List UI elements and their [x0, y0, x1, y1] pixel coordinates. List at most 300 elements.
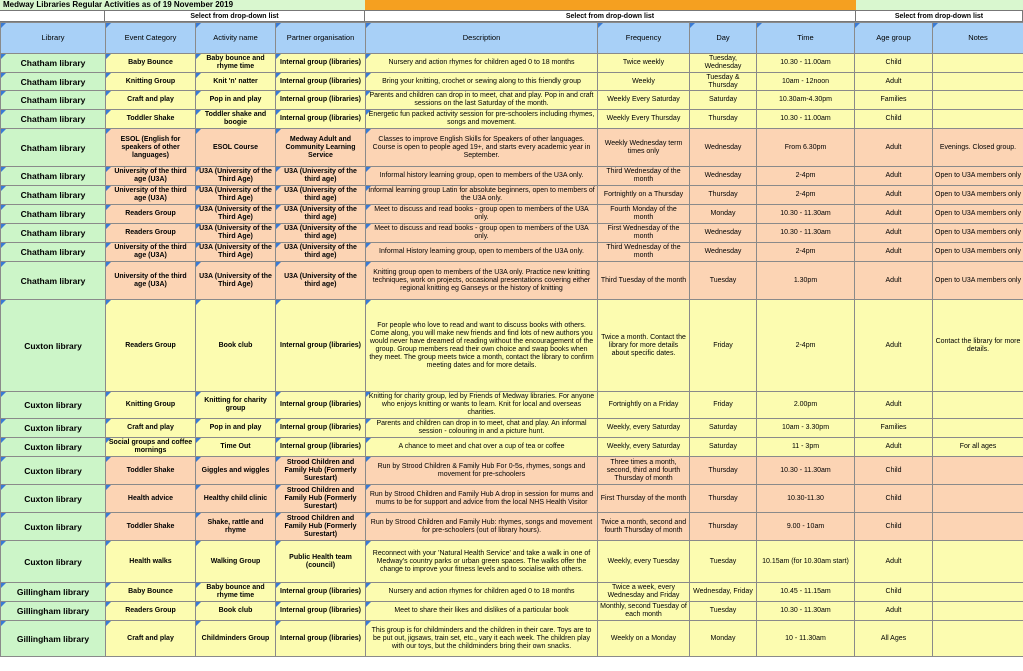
cell-description[interactable]: Informal history learning group, open to members of the U3A only. — [366, 167, 598, 186]
cell-description[interactable]: This group is for childminders and the children in their care. Toys are to be put out, jigsaws, train set, etc., vary it each week. The children play with our toys, but the childminders bring their own snacks. — [366, 621, 598, 657]
cell-time[interactable]: From 6.30pm — [757, 129, 855, 167]
cell-library[interactable]: Cuxton library — [1, 438, 106, 457]
cell-description[interactable]: Informal learning group Latin for absolute beginners, open to members of the U3A only. — [366, 186, 598, 205]
cell-notes[interactable] — [933, 485, 1023, 513]
column-header-notes[interactable]: Notes — [933, 23, 1023, 54]
cell-description[interactable]: For people who love to read and want to discuss books with others. Come along, you will make new friends and find lots of new authors you would never have dreamed of reading without the encouragement of the group. Group members read their own choice and swap books when they meet. The group meets twice a month, contact the library to confirm meeting dates and for more details. — [366, 300, 598, 392]
cell-activity[interactable]: Giggles and wiggles — [196, 457, 276, 485]
cell-description[interactable]: Meet to share their likes and dislikes of a particular book — [366, 602, 598, 621]
cell-activity[interactable]: Book club — [196, 300, 276, 392]
cell-category[interactable]: Toddler Shake — [106, 457, 196, 485]
comment-marker-icon — [1, 91, 6, 96]
comment-marker-icon — [106, 513, 111, 518]
cell-frequency[interactable]: Twice weekly — [598, 54, 690, 73]
comment-marker-icon — [366, 54, 371, 59]
cell-frequency[interactable]: Third Wednesday of the month — [598, 167, 690, 186]
cell-library[interactable]: Chatham library — [1, 129, 106, 167]
cell-category[interactable]: University of the third age (U3A) — [106, 262, 196, 300]
cell-age[interactable]: Adult — [855, 186, 933, 205]
select-cell[interactable]: Select from drop-down list — [856, 11, 1023, 22]
comment-marker-icon — [933, 23, 938, 28]
comment-marker-icon — [276, 23, 281, 28]
cell-activity[interactable]: ESOL Course — [196, 129, 276, 167]
cell-age[interactable]: Adult — [855, 262, 933, 300]
cell-category[interactable]: Craft and play — [106, 621, 196, 657]
cell-day[interactable]: Thursday — [690, 485, 757, 513]
cell-activity[interactable]: U3A (University of the Third Age) — [196, 224, 276, 243]
cell-partner[interactable]: U3A (University of the third age) — [276, 224, 366, 243]
cell-category[interactable]: Craft and play — [106, 419, 196, 438]
comment-marker-icon — [196, 243, 201, 248]
cell-frequency[interactable]: Twice a month. Contact the library for more details about specific dates. — [598, 300, 690, 392]
comment-marker-icon — [276, 54, 281, 59]
cell-age[interactable]: Families — [855, 419, 933, 438]
cell-activity[interactable]: Baby bounce and rhyme time — [196, 54, 276, 73]
cell-frequency[interactable]: Monthly, second Tuesday of each month — [598, 602, 690, 621]
table-row — [1, 602, 1023, 621]
cell-time[interactable]: 10 - 11.30am — [757, 621, 855, 657]
comment-marker-icon — [366, 602, 371, 607]
cell-partner[interactable]: Internal group (libraries) — [276, 602, 366, 621]
cell-library[interactable]: Chatham library — [1, 167, 106, 186]
cell-partner[interactable]: Internal group (libraries) — [276, 583, 366, 602]
cell-time[interactable]: 10.45 - 11.15am — [757, 583, 855, 602]
cell-partner[interactable]: U3A (University of the third age) — [276, 186, 366, 205]
comment-marker-icon — [1, 73, 6, 78]
comment-marker-icon — [276, 419, 281, 424]
cell-description[interactable]: Classes to improve English Skills for Speakers of other languages. Course is open to people aged 19+, and starts every academic year in September. — [366, 129, 598, 167]
cell-partner[interactable]: Internal group (libraries) — [276, 621, 366, 657]
cell-day[interactable]: Monday — [690, 205, 757, 224]
column-header-event-category[interactable]: Event Category — [106, 23, 196, 54]
cell-day[interactable]: Thursday — [690, 513, 757, 541]
cell-library[interactable]: Gillingham library — [1, 621, 106, 657]
cell-partner[interactable]: U3A (University of the third age) — [276, 167, 366, 186]
table-body — [1, 54, 1023, 657]
cell-description[interactable]: Nursery and action rhymes for children aged 0 to 18 months — [366, 54, 598, 73]
cell-description[interactable]: Parents and children can drop in to meet, chat and play. Pop in and craft sessions on the last Saturday of the month. — [366, 91, 598, 110]
cell-time[interactable]: 10.30 - 11.00am — [757, 110, 855, 129]
cell-activity[interactable]: Pop in and play — [196, 419, 276, 438]
cell-notes[interactable] — [933, 513, 1023, 541]
cell-day[interactable]: Thursday — [690, 457, 757, 485]
select-row — [0, 11, 1023, 22]
cell-day[interactable]: Friday — [690, 300, 757, 392]
cell-description[interactable]: Run by Strood Children and Family Hub: rhymes, songs and movement for pre-schoolers (out of library hours). — [366, 513, 598, 541]
comment-marker-icon — [276, 167, 281, 172]
cell-day[interactable]: Wednesday — [690, 167, 757, 186]
cell-partner[interactable]: U3A (University of the third age) — [276, 243, 366, 262]
comment-marker-icon — [1, 224, 6, 229]
column-header-activity-name[interactable]: Activity name — [196, 23, 276, 54]
cell-notes[interactable]: Open to U3A members only — [933, 243, 1023, 262]
cell-partner[interactable]: Internal group (libraries) — [276, 438, 366, 457]
cell-partner[interactable]: Internal group (libraries) — [276, 300, 366, 392]
comment-marker-icon — [196, 621, 201, 626]
cell-day[interactable]: Thursday — [690, 110, 757, 129]
cell-age[interactable]: Adult — [855, 167, 933, 186]
cell-frequency[interactable]: First Thursday of the month — [598, 485, 690, 513]
column-header-library[interactable]: Library — [1, 23, 106, 54]
cell-category[interactable]: Knitting Group — [106, 73, 196, 91]
cell-description[interactable]: Energetic fun packed activity session for pre-schoolers including rhymes, songs and movement. — [366, 110, 598, 129]
cell-day[interactable]: Wednesday, Friday — [690, 583, 757, 602]
comment-marker-icon — [196, 110, 201, 115]
cell-day[interactable]: Saturday — [690, 91, 757, 110]
cell-frequency[interactable]: Weekly, every Saturday — [598, 438, 690, 457]
cell-notes[interactable] — [933, 419, 1023, 438]
cell-frequency[interactable]: Third Wednesday of the month — [598, 243, 690, 262]
cell-age[interactable]: Child — [855, 54, 933, 73]
cell-library[interactable]: Cuxton library — [1, 392, 106, 419]
select-cell[interactable]: Select from drop-down list — [365, 11, 856, 22]
cell-day[interactable]: Saturday — [690, 438, 757, 457]
cell-category[interactable]: University of the third age (U3A) — [106, 167, 196, 186]
cell-library[interactable]: Chatham library — [1, 110, 106, 129]
comment-marker-icon — [196, 73, 201, 78]
cell-description[interactable]: Nursery and action rhymes for children aged 0 to 18 months — [366, 583, 598, 602]
cell-day[interactable]: Wednesday — [690, 224, 757, 243]
comment-marker-icon — [106, 129, 111, 134]
cell-description[interactable]: Parents and children can drop in to meet, chat and play. An informal session - colouring in and a picture hunt. — [366, 419, 598, 438]
cell-library[interactable]: Cuxton library — [1, 541, 106, 583]
cell-notes[interactable]: For all ages — [933, 438, 1023, 457]
cell-library[interactable]: Chatham library — [1, 186, 106, 205]
cell-partner[interactable]: U3A (University of the third age) — [276, 205, 366, 224]
cell-category[interactable]: Health advice — [106, 485, 196, 513]
cell-activity[interactable]: Book club — [196, 602, 276, 621]
cell-frequency[interactable]: Fourth Monday of the month — [598, 205, 690, 224]
cell-notes[interactable] — [933, 541, 1023, 583]
cell-description[interactable]: Informal History learning group, open to members of the U3A only. — [366, 243, 598, 262]
comment-marker-icon — [690, 23, 695, 28]
cell-frequency[interactable]: Fortnightly on a Thursday — [598, 186, 690, 205]
cell-day[interactable]: Tuesday — [690, 262, 757, 300]
cell-time[interactable]: 10.30 - 11.00am — [757, 54, 855, 73]
cell-frequency[interactable]: Weekly — [598, 73, 690, 91]
cell-notes[interactable]: Open to U3A members only — [933, 224, 1023, 243]
table-row — [1, 167, 1023, 186]
cell-notes[interactable] — [933, 110, 1023, 129]
cell-library[interactable]: Chatham library — [1, 91, 106, 110]
cell-category[interactable]: ESOL (English for speakers of other languages) — [106, 129, 196, 167]
table-row — [1, 392, 1023, 419]
cell-partner[interactable]: Strood Children and Family Hub (Formerly Surestart) — [276, 485, 366, 513]
cell-partner[interactable]: Internal group (libraries) — [276, 419, 366, 438]
cell-frequency[interactable]: Weekly Every Thursday — [598, 110, 690, 129]
cell-time[interactable]: 10.30 - 11.30am — [757, 602, 855, 621]
cell-category[interactable]: Craft and play — [106, 91, 196, 110]
comment-marker-icon — [196, 262, 201, 267]
cell-time[interactable]: 10.30am-4.30pm — [757, 91, 855, 110]
cell-partner[interactable]: Internal group (libraries) — [276, 392, 366, 419]
cell-library[interactable]: Chatham library — [1, 205, 106, 224]
cell-category[interactable]: Readers Group — [106, 300, 196, 392]
cell-frequency[interactable]: Weekly on a Monday — [598, 621, 690, 657]
cell-activity[interactable]: Walking Group — [196, 541, 276, 583]
cell-age[interactable]: Adult — [855, 602, 933, 621]
cell-notes[interactable] — [933, 583, 1023, 602]
cell-library[interactable]: Chatham library — [1, 243, 106, 262]
cell-library[interactable]: Gillingham library — [1, 602, 106, 621]
comment-marker-icon — [196, 300, 201, 305]
cell-time[interactable]: 11 - 3pm — [757, 438, 855, 457]
comment-marker-icon — [276, 205, 281, 210]
comment-marker-icon — [366, 91, 371, 96]
cell-frequency[interactable]: Twice a week, every Wednesday and Friday — [598, 583, 690, 602]
cell-library[interactable]: Gillingham library — [1, 583, 106, 602]
comment-marker-icon — [106, 54, 111, 59]
column-header-partner-organisation[interactable]: Partner organisation — [276, 23, 366, 54]
table-row — [1, 438, 1023, 457]
cell-frequency[interactable]: Three times a month, second, third and fourth Thursday of month — [598, 457, 690, 485]
comment-marker-icon — [106, 23, 111, 28]
cell-time[interactable]: 10am - 3.30pm — [757, 419, 855, 438]
cell-notes[interactable]: Open to U3A members only — [933, 262, 1023, 300]
cell-age[interactable]: Adult — [855, 129, 933, 167]
comment-marker-icon — [276, 262, 281, 267]
cell-age[interactable]: Adult — [855, 73, 933, 91]
comment-marker-icon — [757, 23, 762, 28]
cell-age[interactable]: Child — [855, 485, 933, 513]
column-header-day[interactable]: Day — [690, 23, 757, 54]
cell-description[interactable]: Bring your knitting, crochet or sewing along to this friendly group — [366, 73, 598, 91]
cell-library[interactable]: Chatham library — [1, 262, 106, 300]
cell-description[interactable]: A chance to meet and chat over a cup of tea or coffee — [366, 438, 598, 457]
cell-activity[interactable]: U3A (University of the Third Age) — [196, 243, 276, 262]
table-row — [1, 583, 1023, 602]
comment-marker-icon — [196, 457, 201, 462]
cell-time[interactable]: 2-4pm — [757, 243, 855, 262]
comment-marker-icon — [106, 186, 111, 191]
cell-description[interactable]: Knitting for charity group, led by Friends of Medway libraries. For anyone who enjoys knitting or wants to learn. Knit for local and overseas charities. — [366, 392, 598, 419]
cell-notes[interactable] — [933, 457, 1023, 485]
cell-day[interactable]: Tuesday — [690, 602, 757, 621]
cell-time[interactable]: 9.00 - 10am — [757, 513, 855, 541]
cell-category[interactable]: Health walks — [106, 541, 196, 583]
cell-day[interactable]: Wednesday — [690, 129, 757, 167]
cell-age[interactable]: Child — [855, 457, 933, 485]
cell-age[interactable]: Adult — [855, 300, 933, 392]
comment-marker-icon — [106, 602, 111, 607]
cell-category[interactable]: Knitting Group — [106, 392, 196, 419]
cell-partner[interactable]: U3A (University of the third age) — [276, 262, 366, 300]
comment-marker-icon — [106, 621, 111, 626]
cell-description[interactable]: Run by Strood Children and Family Hub A drop in session for mums and mums to be for support and advice from the local NHS Health Visitor — [366, 485, 598, 513]
cell-description[interactable]: Run by Strood Children & Family Hub For 0-5s, rhymes, songs and movement for pre-schoolers — [366, 457, 598, 485]
comment-marker-icon — [276, 485, 281, 490]
cell-frequency[interactable]: Twice a month, second and fourth Thursday of month — [598, 513, 690, 541]
cell-notes[interactable] — [933, 73, 1023, 91]
cell-activity[interactable]: U3A (University of the Third Age) — [196, 262, 276, 300]
cell-category[interactable]: Readers Group — [106, 224, 196, 243]
cell-partner[interactable]: Public Health team (council) — [276, 541, 366, 583]
cell-activity[interactable]: Toddler shake and boogie — [196, 110, 276, 129]
comment-marker-icon — [366, 167, 371, 172]
comment-marker-icon — [366, 513, 371, 518]
cell-time[interactable]: 2-4pm — [757, 300, 855, 392]
cell-activity[interactable]: Knitting for charity group — [196, 392, 276, 419]
cell-activity[interactable]: Childminders Group — [196, 621, 276, 657]
cell-age[interactable]: All Ages — [855, 621, 933, 657]
cell-library[interactable]: Cuxton library — [1, 513, 106, 541]
cell-time[interactable]: 10am - 12noon — [757, 73, 855, 91]
cell-notes[interactable] — [933, 91, 1023, 110]
cell-library[interactable]: Cuxton library — [1, 419, 106, 438]
table-row — [1, 91, 1023, 110]
comment-marker-icon — [106, 300, 111, 305]
column-header-frequency[interactable]: Frequency — [598, 23, 690, 54]
cell-partner[interactable]: Internal group (libraries) — [276, 73, 366, 91]
cell-description[interactable]: Knitting group open to members of the U3A only. Practice new knitting techniques, work on projects, occasional presentations covering either regional knitting eg Ganseys or the history of knitting — [366, 262, 598, 300]
cell-library[interactable]: Cuxton library — [1, 485, 106, 513]
cell-activity[interactable]: Shake, rattle and rhyme — [196, 513, 276, 541]
cell-library[interactable]: Chatham library — [1, 224, 106, 243]
sheet-title: Medway Libraries Regular Activities as of 19 November 2019 — [0, 0, 1023, 11]
cell-age[interactable]: Adult — [855, 224, 933, 243]
cell-notes[interactable] — [933, 621, 1023, 657]
cell-time[interactable]: 2-4pm — [757, 167, 855, 186]
cell-time[interactable]: 10.15am (for 10.30am start) — [757, 541, 855, 583]
cell-activity[interactable]: Time Out — [196, 438, 276, 457]
orange-band — [365, 0, 689, 11]
cell-frequency[interactable]: Fortnightly on a Friday — [598, 392, 690, 419]
cell-age[interactable]: Child — [855, 513, 933, 541]
comment-marker-icon — [276, 457, 281, 462]
cell-day[interactable]: Thursday — [690, 186, 757, 205]
cell-description[interactable]: Meet to discuss and read books - group open to members of the U3A only. — [366, 224, 598, 243]
cell-day[interactable]: Monday — [690, 621, 757, 657]
cell-frequency[interactable]: Third Tuesday of the month — [598, 262, 690, 300]
cell-category[interactable]: Social groups and coffee mornings — [106, 438, 196, 457]
cell-time[interactable]: 10.30 - 11.30am — [757, 205, 855, 224]
cell-category[interactable]: Toddler Shake — [106, 513, 196, 541]
cell-time[interactable]: 2.00pm — [757, 392, 855, 419]
cell-partner[interactable]: Strood Children and Family Hub (Formerly Surestart) — [276, 513, 366, 541]
cell-activity[interactable]: Baby bounce and rhyme time — [196, 583, 276, 602]
comment-marker-icon — [1, 23, 6, 28]
cell-notes[interactable]: Open to U3A members only — [933, 167, 1023, 186]
cell-partner[interactable]: Internal group (libraries) — [276, 110, 366, 129]
cell-age[interactable]: Child — [855, 583, 933, 602]
column-header-age-group[interactable]: Age group — [855, 23, 933, 54]
cell-age[interactable]: Adult — [855, 438, 933, 457]
cell-notes[interactable]: Open to U3A members only — [933, 186, 1023, 205]
cell-library[interactable]: Cuxton library — [1, 457, 106, 485]
comment-marker-icon — [106, 583, 111, 588]
cell-activity[interactable]: Healthy child clinic — [196, 485, 276, 513]
comment-marker-icon — [1, 110, 6, 115]
cell-partner[interactable]: Medway Adult and Community Learning Service — [276, 129, 366, 167]
cell-age[interactable]: Families — [855, 91, 933, 110]
column-header-description[interactable]: Description — [366, 23, 598, 54]
cell-activity[interactable]: U3A (University of the Third Age) — [196, 205, 276, 224]
comment-marker-icon — [196, 438, 201, 443]
comment-marker-icon — [196, 419, 201, 424]
cell-frequency[interactable]: Weekly, every Tuesday — [598, 541, 690, 583]
cell-frequency[interactable]: First Wednesday of the month — [598, 224, 690, 243]
cell-day[interactable]: Saturday — [690, 419, 757, 438]
cell-day[interactable]: Friday — [690, 392, 757, 419]
comment-marker-icon — [196, 91, 201, 96]
cell-notes[interactable] — [933, 602, 1023, 621]
comment-marker-icon — [276, 438, 281, 443]
cell-category[interactable]: University of the third age (U3A) — [106, 186, 196, 205]
cell-category[interactable]: Readers Group — [106, 205, 196, 224]
cell-notes[interactable]: Contact the library for more details. — [933, 300, 1023, 392]
comment-marker-icon — [196, 167, 201, 172]
cell-age[interactable]: Adult — [855, 205, 933, 224]
cell-notes[interactable]: Evenings. Closed group. — [933, 129, 1023, 167]
cell-time[interactable]: 10.30 - 11.30am — [757, 457, 855, 485]
cell-activity[interactable]: Knit 'n' natter — [196, 73, 276, 91]
cell-library[interactable]: Chatham library — [1, 54, 106, 73]
column-header-time[interactable]: Time — [757, 23, 855, 54]
cell-activity[interactable]: U3A (University of the Third Age) — [196, 167, 276, 186]
cell-notes[interactable]: Open to U3A members only — [933, 205, 1023, 224]
cell-category[interactable]: Baby Bounce — [106, 583, 196, 602]
select-cell[interactable]: Select from drop-down list — [105, 11, 365, 22]
comment-marker-icon — [366, 583, 371, 588]
cell-partner[interactable]: Internal group (libraries) — [276, 54, 366, 73]
table-row — [1, 300, 1023, 392]
cell-age[interactable]: Adult — [855, 541, 933, 583]
cell-time[interactable]: 10.30-11.30 — [757, 485, 855, 513]
cell-day[interactable]: Tuesday, Wednesday — [690, 54, 757, 73]
cell-library[interactable]: Chatham library — [1, 73, 106, 91]
cell-category[interactable]: Toddler Shake — [106, 110, 196, 129]
cell-notes[interactable] — [933, 54, 1023, 73]
cell-partner[interactable]: Strood Children and Family Hub (Formerly Surestart) — [276, 457, 366, 485]
cell-category[interactable]: Readers Group — [106, 602, 196, 621]
comment-marker-icon — [106, 419, 111, 424]
cell-time[interactable]: 10.30 - 11.30am — [757, 224, 855, 243]
cell-frequency[interactable]: Weekly Wednesday term times only — [598, 129, 690, 167]
comment-marker-icon — [1, 186, 6, 191]
comment-marker-icon — [1, 583, 6, 588]
cell-partner[interactable]: Internal group (libraries) — [276, 91, 366, 110]
cell-frequency[interactable]: Weekly Every Saturday — [598, 91, 690, 110]
comment-marker-icon — [276, 621, 281, 626]
comment-marker-icon — [106, 392, 111, 397]
comment-marker-icon — [1, 438, 6, 443]
comment-marker-icon — [276, 243, 281, 248]
cell-category[interactable]: Baby Bounce — [106, 54, 196, 73]
cell-frequency[interactable]: Weekly, every Saturday — [598, 419, 690, 438]
cell-notes[interactable] — [933, 392, 1023, 419]
cell-day[interactable]: Tuesday — [690, 541, 757, 583]
comment-marker-icon — [1, 54, 6, 59]
cell-activity[interactable]: U3A (University of the Third Age) — [196, 186, 276, 205]
cell-library[interactable]: Cuxton library — [1, 300, 106, 392]
comment-marker-icon — [1, 513, 6, 518]
cell-activity[interactable]: Pop in and play — [196, 91, 276, 110]
cell-age[interactable]: Child — [855, 110, 933, 129]
comment-marker-icon — [366, 541, 371, 546]
select-cell-blank — [0, 11, 105, 22]
cell-age[interactable]: Adult — [855, 243, 933, 262]
table-row — [1, 621, 1023, 657]
cell-description[interactable]: Meet to discuss and read books - group open to members of the U3A only. — [366, 205, 598, 224]
cell-time[interactable]: 2-4pm — [757, 186, 855, 205]
comment-marker-icon — [106, 243, 111, 248]
cell-age[interactable]: Adult — [855, 392, 933, 419]
cell-category[interactable]: University of the third age (U3A) — [106, 243, 196, 262]
cell-day[interactable]: Tuesday & Thursday — [690, 73, 757, 91]
cell-time[interactable]: 1.30pm — [757, 262, 855, 300]
cell-description[interactable]: Reconnect with your 'Natural Health Service' and take a walk in one of Medway's country parks or urban green spaces. The walks offer the change to improve your fitness levels and to socialise with others. — [366, 541, 598, 583]
cell-day[interactable]: Wednesday — [690, 243, 757, 262]
